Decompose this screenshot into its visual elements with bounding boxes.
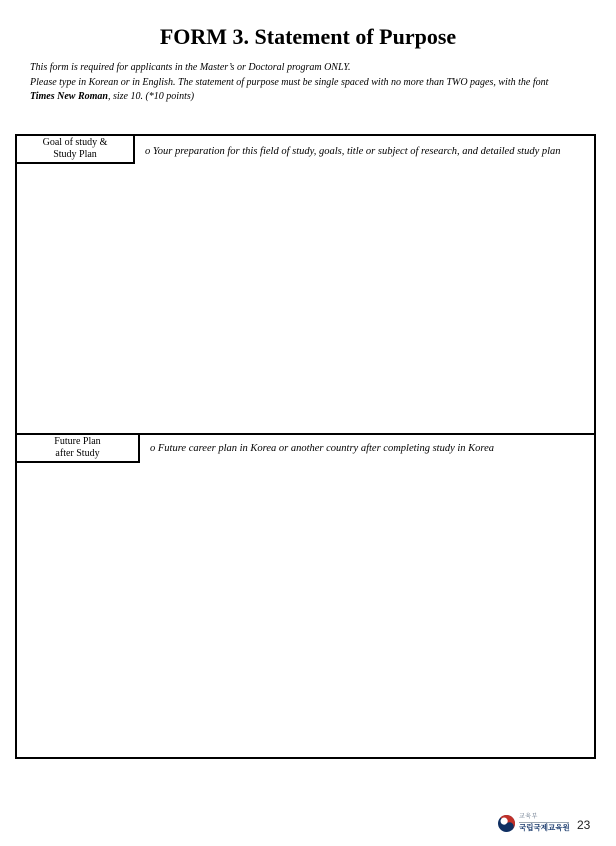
instruction-line-3-rest: , size 10. (*10 points) — [107, 91, 195, 102]
label-line: Goal of study & — [42, 137, 108, 148]
niied-logo — [498, 815, 616, 835]
page-title: FORM 3. Statement of Purpose — [159, 24, 457, 49]
section-future-plan — [17, 433, 594, 757]
section-goal-of-study — [17, 136, 594, 433]
instruction-line-1: This form is required for applicants in the Master’s or Doctoral program ONLY. — [30, 62, 351, 73]
form-instructions — [30, 61, 610, 105]
ministry-label: 교육부 — [519, 814, 538, 820]
goal-of-study-label-cell — [17, 136, 135, 164]
korea-government-emblem-icon — [498, 815, 515, 832]
future-plan-description: o Future career plan in Korea or another country after completing study in Korea — [150, 443, 495, 454]
goal-of-study-description: o Your preparation for this field of study, goals, title or subject of research, and detailed study plan — [145, 146, 561, 157]
font-name-emphasis: Times New Roman — [30, 91, 108, 102]
study-plan-content-area — [17, 164, 594, 433]
label-line: Study Plan — [53, 149, 97, 160]
instruction-line-2: Please type in Korean or in English. The statement of purpose must be single spaced with no more than TWO pages, with the font — [30, 76, 549, 88]
label-line: after Study — [55, 448, 100, 459]
institute-label: 국립국제교육원 — [519, 823, 570, 832]
page-number: 23 — [577, 818, 591, 832]
logo-text-block — [519, 814, 579, 832]
future-plan-content-area — [17, 463, 594, 757]
instruction-line-3 — [30, 90, 610, 105]
future-plan-label-cell — [17, 435, 140, 463]
label-line: Future Plan — [54, 436, 101, 447]
statement-form-table — [15, 134, 596, 759]
